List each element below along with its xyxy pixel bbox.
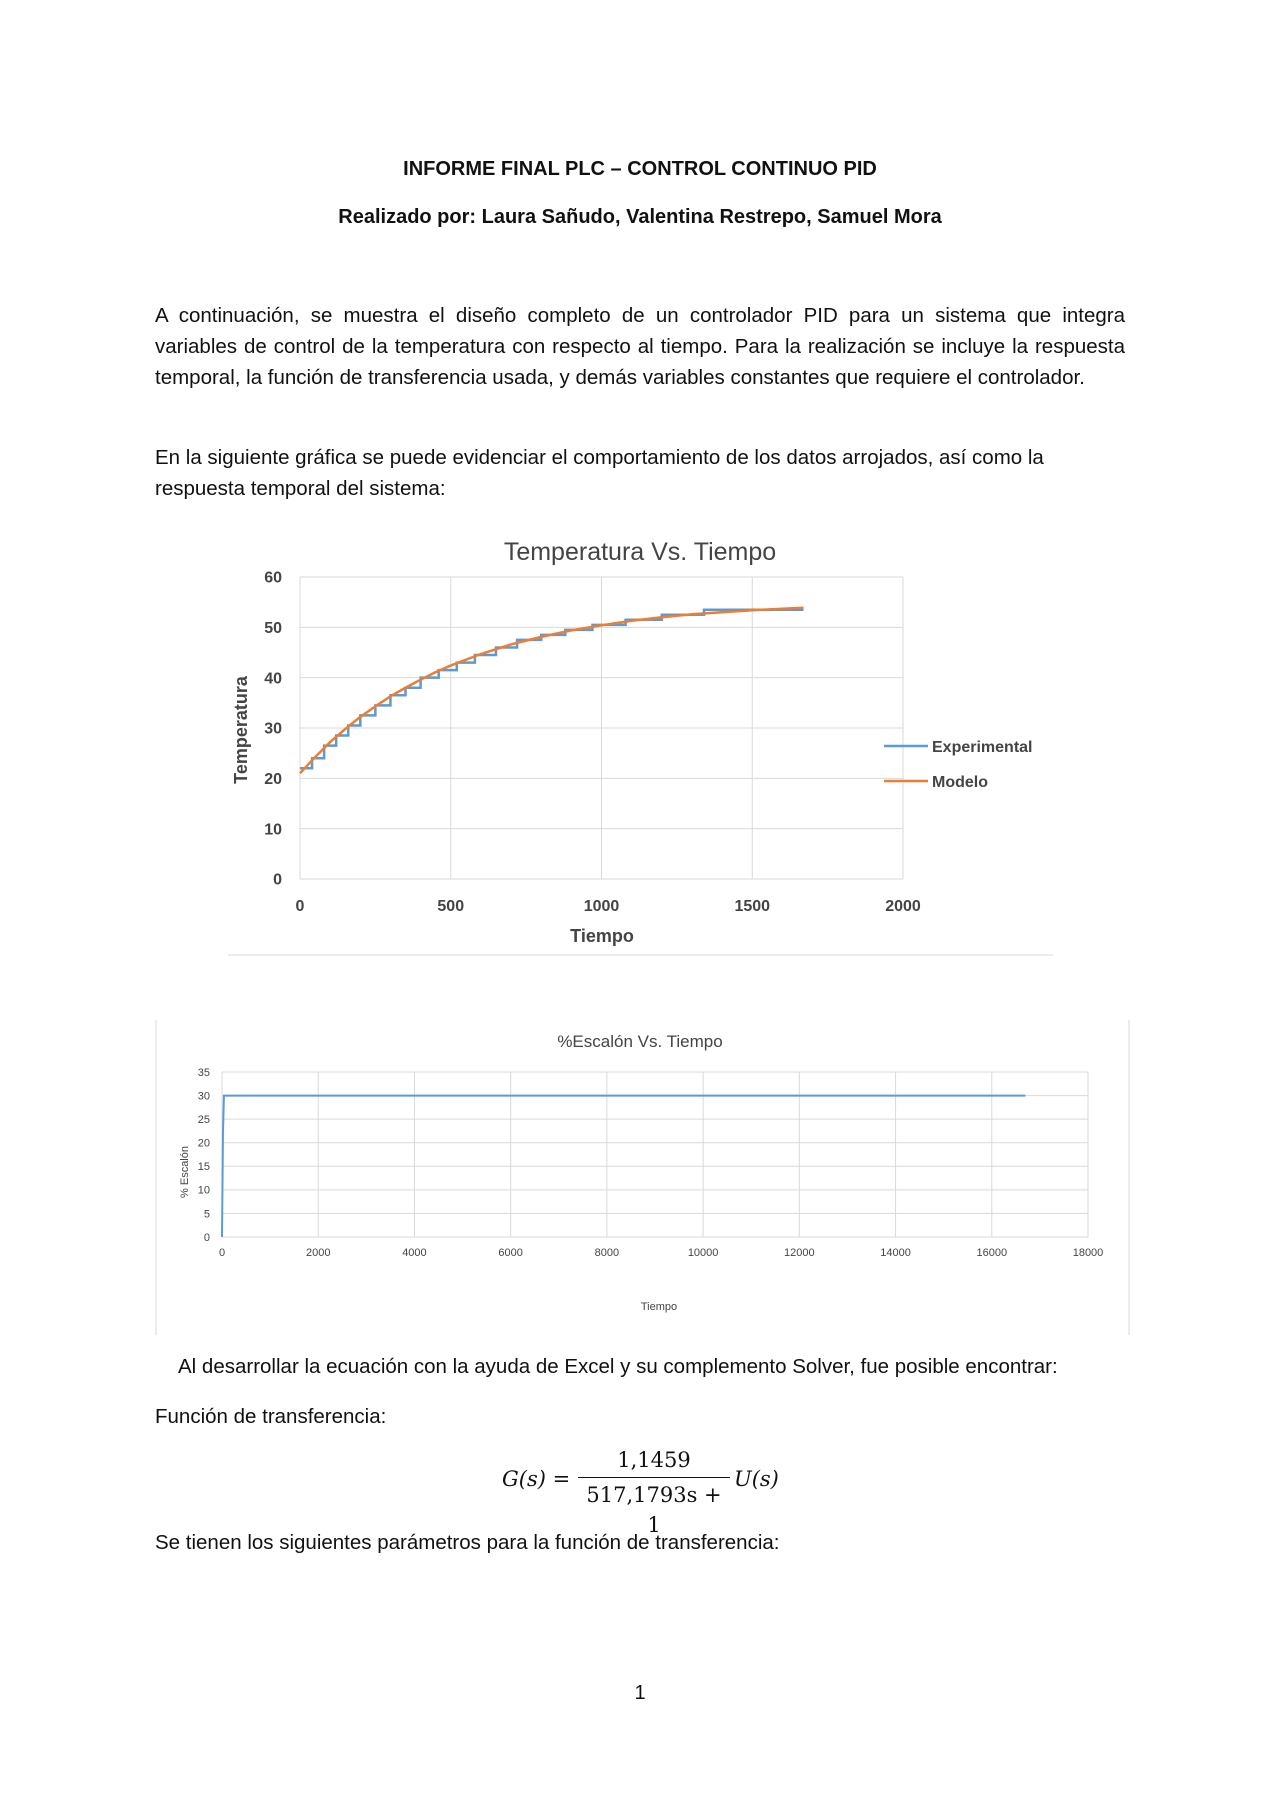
chart1-series: [300, 608, 804, 774]
c1-ytick-label-1: 10: [264, 821, 282, 839]
transfer-function-equation: [490, 1445, 810, 1537]
chart1-gridlines: [300, 577, 903, 879]
document-title: INFORME FINAL PLC – CONTROL CONTINUO PID: [403, 158, 877, 180]
c1-ytick-label-2: 20: [264, 770, 282, 788]
solver-paragraph: Al desarrollar la ecuación con la ayuda de Excel y su complemento Solver, fue posible encontrar:: [178, 1355, 1058, 1378]
chart1-y-label: Temperatura: [231, 676, 251, 784]
c2-ytick-label-7: 35: [197, 1066, 210, 1079]
c2-ytick-label-5: 25: [197, 1113, 210, 1126]
graph-intro-paragraph: En la siguiente gráfica se puede evidenciar el comportamiento de los datos arrojados, así como la respuesta temporal del sistema:: [155, 446, 1044, 500]
temperature-chart: [228, 530, 1058, 970]
page-number: 1: [634, 1682, 646, 1704]
c2-ytick-label-3: 15: [197, 1161, 210, 1174]
step-chart: [155, 1020, 1130, 1335]
equation-lhs: G(s) =: [502, 1467, 571, 1491]
equation-denominator: 517,1793s + 1: [586, 1483, 722, 1537]
fraction-bar: [578, 1477, 730, 1478]
c1-xtick-label-2: 1000: [583, 898, 620, 915]
c2-xtick-label-4: 8000: [594, 1247, 620, 1259]
equation-fraction: [578, 1445, 730, 1537]
chart2-y-ticks: [198, 1067, 210, 1244]
legend-label-modelo: Modelo: [932, 774, 988, 791]
c1-xtick-label-4: 2000: [885, 898, 921, 915]
equation-rhs: U(s): [734, 1467, 779, 1491]
transfer-function-label: Función de transferencia:: [155, 1405, 387, 1428]
legend-label-experimental: Experimental: [932, 739, 1033, 756]
c2-xtick-label-1: 2000: [305, 1247, 331, 1259]
intro-paragraph: A continuación, se muestra el diseño completo de un controlador PID para un sistema que integra variables de control de la temperatura con respecto al tiempo. Para la realización se incluye la respuesta temporal, la función de transferencia usada, y demás variables constantes que requiere el controlador.: [155, 304, 1125, 389]
c2-xtick-label-5: 10000: [687, 1247, 719, 1259]
c1-ytick-label-6: 60: [264, 569, 282, 587]
c2-ytick-label-4: 20: [197, 1137, 210, 1150]
c2-ytick-label-2: 10: [197, 1184, 210, 1197]
c2-ytick-label-0: 0: [203, 1231, 210, 1244]
c1-ytick-label-4: 40: [264, 670, 282, 688]
chart1-x-ticks: [296, 898, 921, 915]
c1-ytick-label-5: 50: [264, 619, 282, 637]
c2-ytick-label-6: 30: [197, 1090, 210, 1103]
parameters-paragraph: Se tienen los siguientes parámetros para la función de transferencia:: [155, 1531, 780, 1554]
c2-xtick-label-2: 4000: [402, 1247, 427, 1259]
chart1-y-ticks: [264, 570, 282, 889]
c2-xtick-label-0: 0: [218, 1247, 226, 1259]
chart2-title: %Escalón Vs. Tiempo: [557, 1032, 723, 1051]
c2-xtick-label-3: 6000: [498, 1247, 523, 1259]
c2-ytick-label-1: 5: [203, 1208, 210, 1221]
c1-series-modelo: [300, 608, 804, 774]
chart1-title: Temperatura Vs. Tiempo: [503, 538, 777, 566]
c2-xtick-label-7: 14000: [880, 1247, 911, 1259]
chart2-gridlines: [222, 1072, 1088, 1237]
c2-xtick-label-8: 16000: [976, 1247, 1008, 1259]
c2-xtick-label-6: 12000: [784, 1247, 815, 1259]
c2-xtick-label-9: 18000: [1072, 1247, 1104, 1259]
equation-numerator: 1,1459: [617, 1448, 691, 1472]
document-authors: Realizado por: Laura Sañudo, Valentina Restrepo, Samuel Mora: [338, 206, 942, 228]
chart1-legend: [884, 739, 1032, 791]
c1-xtick-label-3: 1500: [734, 898, 771, 915]
c1-xtick-label-0: 0: [295, 898, 305, 915]
c1-ytick-label-0: 0: [273, 871, 282, 889]
chart1-x-label: Tiempo: [570, 926, 634, 946]
chart2-y-label: % Escalón: [179, 1146, 191, 1198]
chart2-x-label: Tiempo: [640, 1301, 678, 1313]
c1-xtick-label-1: 500: [437, 898, 465, 915]
c1-ytick-label-3: 30: [264, 720, 282, 738]
chart2-x-ticks: [219, 1247, 1103, 1259]
